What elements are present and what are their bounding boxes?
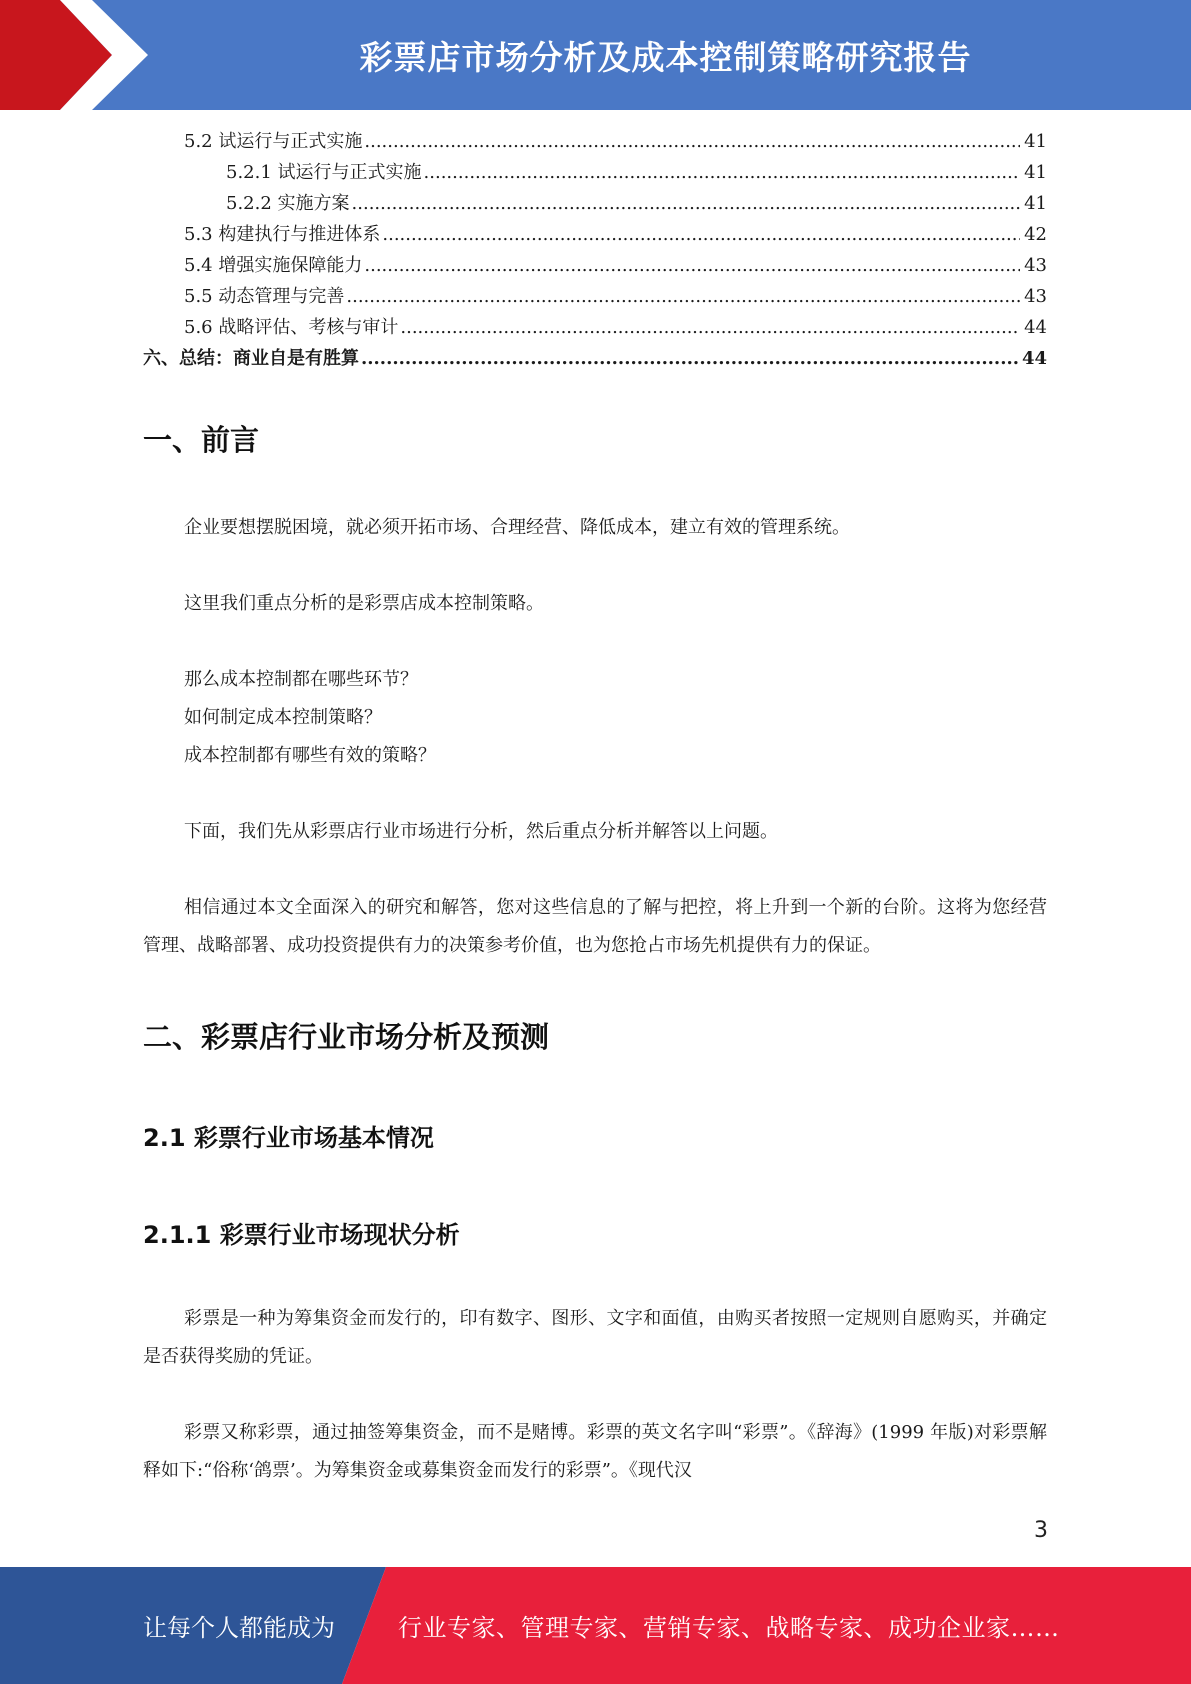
toc-title: 实施方案	[277, 193, 350, 214]
subsection-heading: 2.1 彩票行业市场基本情况	[143, 1124, 434, 1152]
toc-page: 41	[1024, 131, 1047, 152]
toc-page: 44	[1021, 348, 1047, 369]
toc-number: 5.2.2	[226, 193, 272, 214]
toc-page: 43	[1024, 286, 1047, 307]
toc-title: 试运行与正式实施	[218, 131, 363, 152]
toc-item[interactable]	[143, 343, 1047, 374]
toc-number: 六、	[143, 348, 179, 369]
section-heading-market-analysis: 二、彩票店行业市场分析及预测	[143, 1020, 550, 1054]
toc-leader	[352, 188, 1021, 219]
paragraph: 下面，我们先从彩票店行业市场进行分析，然后重点分析并解答以上问题。	[184, 821, 778, 842]
toc-item[interactable]	[143, 281, 1047, 312]
document-title: 彩票店市场分析及成本控制策略研究报告	[359, 37, 972, 77]
toc-leader	[382, 219, 1020, 250]
toc-item[interactable]	[143, 250, 1047, 281]
toc-item[interactable]	[143, 219, 1047, 250]
footer-slogan-left: 让每个人都能成为	[143, 1614, 335, 1642]
toc-item[interactable]	[143, 312, 1047, 343]
question-line: 那么成本控制都在哪些环节？	[184, 669, 418, 690]
toc-item[interactable]	[143, 188, 1047, 219]
toc-leader	[424, 157, 1021, 188]
toc-page: 44	[1024, 317, 1047, 338]
toc-item[interactable]	[143, 126, 1047, 157]
paragraph: 彩票是一种为筹集资金而发行的，印有数字、图形、文字和面值，由购买者按照一定规则自愿购买，并确定是否获得奖励的凭证。	[143, 1308, 1047, 1367]
toc-number: 5.5	[184, 286, 213, 307]
toc-number: 5.6	[184, 317, 213, 338]
toc-number: 5.2	[184, 131, 213, 152]
paragraph: 彩票又称彩票，通过抽签筹集资金，而不是赌博。彩票的英文名字叫“彩票”。《辞海》(1999 年版)对彩票解释如下:“俗称‘鸽票’。为筹集资金或募集资金而发行的彩票”。《现代汉	[143, 1422, 1047, 1481]
toc-page: 42	[1024, 224, 1047, 245]
toc-number: 5.4	[184, 255, 213, 276]
page-content	[143, 126, 1047, 1490]
toc-page: 41	[1024, 193, 1047, 214]
page-header	[0, 0, 1191, 110]
paragraph: 相信通过本文全面深入的研究和解答，您对这些信息的了解与把控，将上升到一个新的台阶。这将为您经营管理、战略部署、成功投资提供有力的决策参考价值，也为您抢占市场先机提供有力的保证。	[143, 897, 1047, 956]
section-heading-preface: 一、前言	[143, 423, 260, 457]
toc-leader	[364, 250, 1020, 281]
toc-title: 总结：商业自是有胜算	[179, 348, 359, 369]
toc-title: 战略评估、考核与审计	[218, 317, 399, 338]
subsection-heading: 2.1.1 彩票行业市场现状分析	[143, 1221, 460, 1249]
toc-number: 5.2.1	[226, 162, 272, 183]
toc-page: 41	[1024, 162, 1047, 183]
toc-title: 构建执行与推进体系	[218, 224, 381, 245]
paragraph: 这里我们重点分析的是彩票店成本控制策略。	[184, 593, 544, 614]
toc-leader	[361, 343, 1018, 374]
toc-number: 5.3	[184, 224, 213, 245]
toc-title: 增强实施保障能力	[218, 255, 363, 276]
toc-title: 动态管理与完善	[218, 286, 345, 307]
table-of-contents	[143, 126, 1047, 374]
page-footer	[0, 1567, 1191, 1684]
toc-leader	[346, 281, 1020, 312]
question-line: 如何制定成本控制策略？	[184, 707, 382, 728]
question-line: 成本控制都有哪些有效的策略？	[184, 745, 436, 766]
page-number: 3	[1034, 1518, 1048, 1543]
toc-page: 43	[1024, 255, 1047, 276]
toc-item[interactable]	[143, 157, 1047, 188]
toc-title: 试运行与正式实施	[277, 162, 422, 183]
paragraph: 企业要想摆脱困境，就必须开拓市场、合理经营、降低成本，建立有效的管理系统。	[184, 517, 850, 538]
toc-leader	[400, 312, 1020, 343]
footer-slogan-right: 行业专家、管理专家、营销专家、战略专家、成功企业家……	[398, 1614, 1060, 1642]
toc-leader	[364, 126, 1020, 157]
